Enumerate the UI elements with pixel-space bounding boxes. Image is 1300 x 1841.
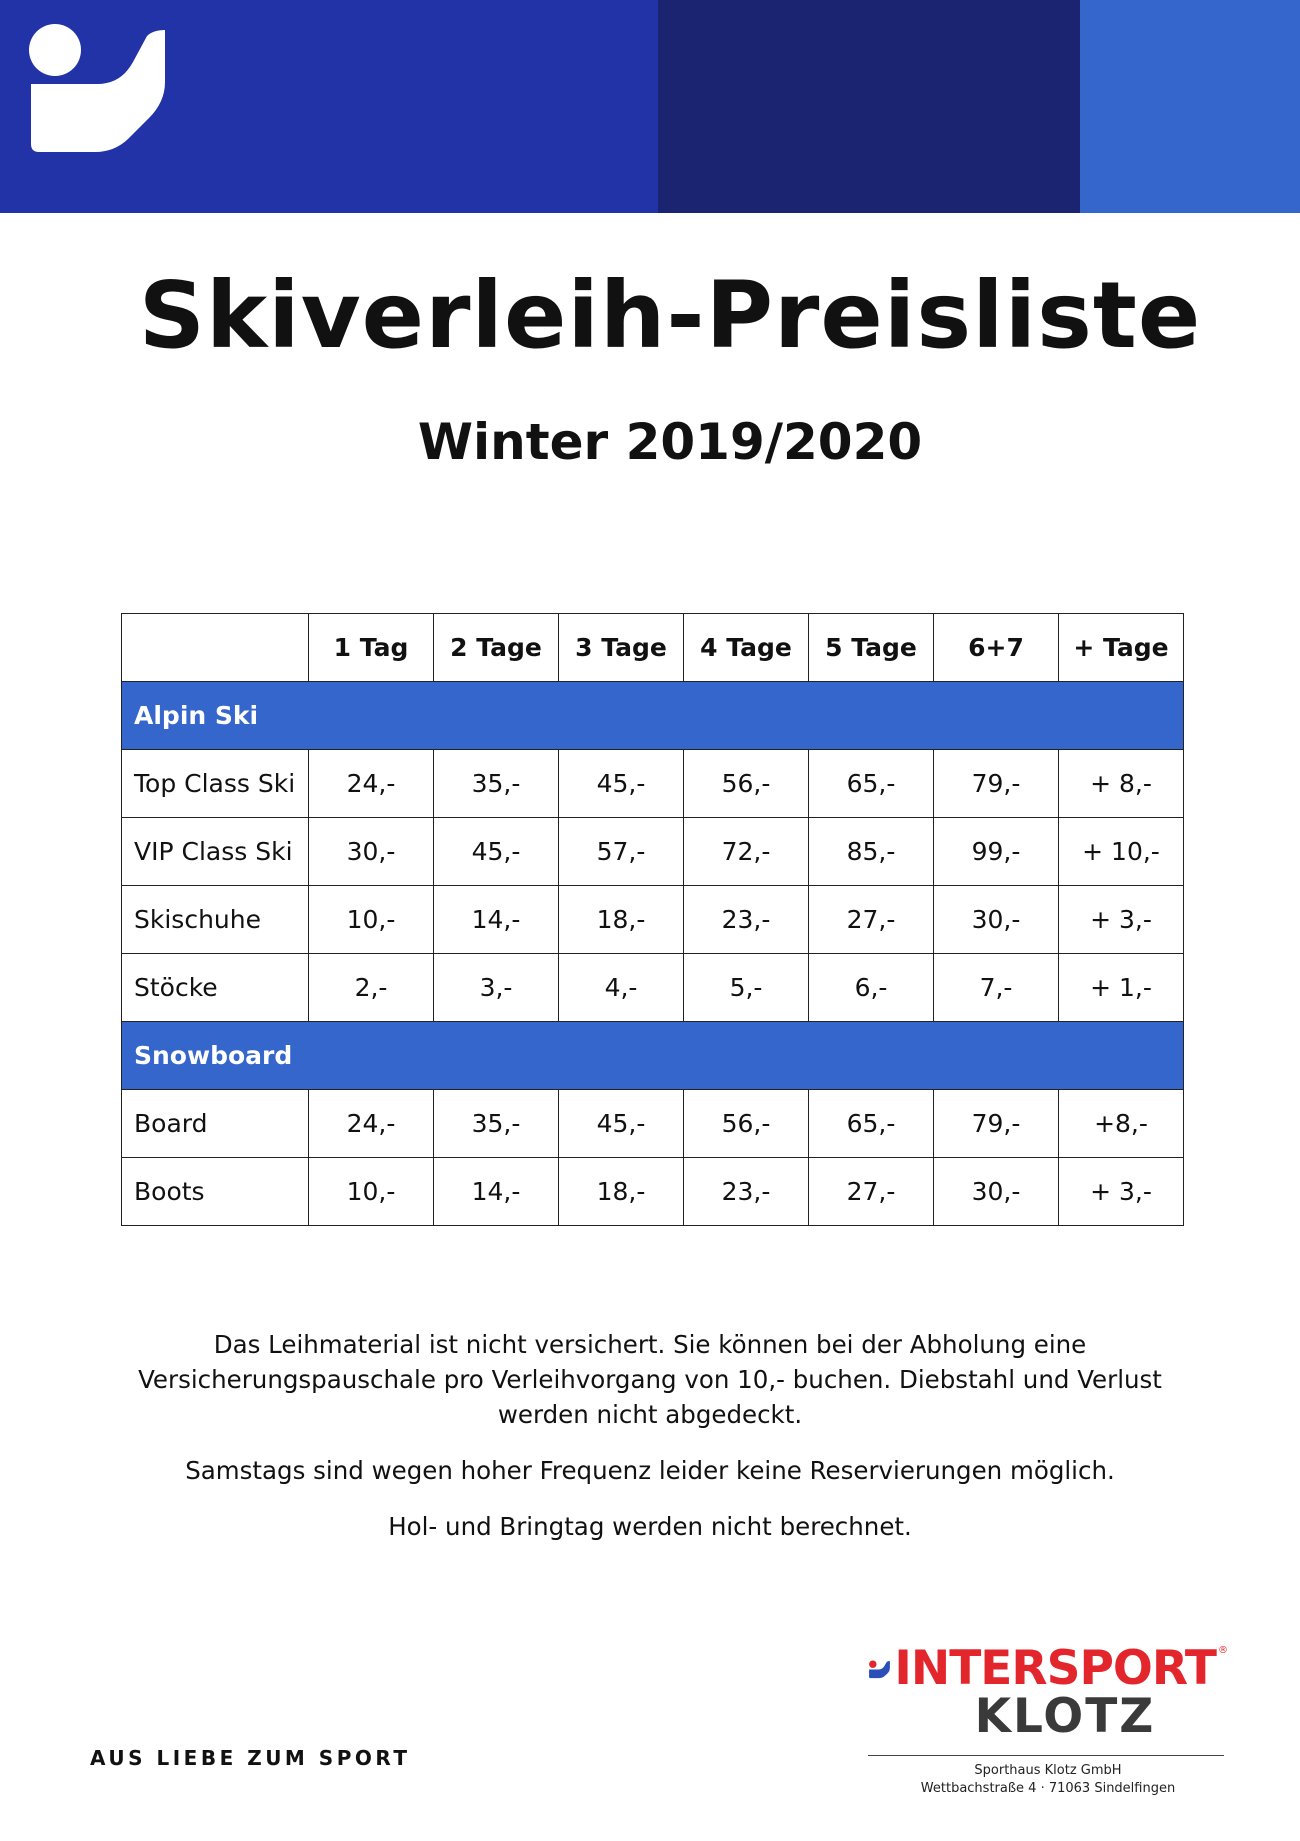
table-row: [122, 1158, 1184, 1226]
price-cell: 14,-: [434, 1158, 559, 1226]
logo-divider: [868, 1755, 1224, 1756]
section-title: Snowboard: [122, 1022, 1184, 1090]
logo-wordmark-row: [868, 1641, 1228, 1696]
price-cell: 65,-: [809, 750, 934, 818]
intersport-brand-mark-icon: [25, 22, 175, 162]
intersport-klotz-logo: [868, 1641, 1228, 1798]
price-cell: 27,-: [809, 886, 934, 954]
note-saturday: Samstags sind wegen hoher Frequenz leider keine Reservierungen möglich.: [185, 1456, 1115, 1485]
row-label: Skischuhe: [122, 886, 309, 954]
row-label: Top Class Ski: [122, 750, 309, 818]
price-cell: 4,-: [559, 954, 684, 1022]
section-header-alpin-ski: [122, 682, 1184, 750]
price-cell: 35,-: [434, 750, 559, 818]
price-cell: 79,-: [934, 1090, 1059, 1158]
table-row: [122, 1090, 1184, 1158]
price-cell: 24,-: [309, 1090, 434, 1158]
column-header: 4 Tage: [684, 614, 809, 682]
table-row: [122, 886, 1184, 954]
price-cell: 14,-: [434, 886, 559, 954]
price-cell: 6,-: [809, 954, 934, 1022]
price-cell: 56,-: [684, 1090, 809, 1158]
logo-wordmark: INTERSPORT: [894, 1641, 1216, 1696]
section-title: Alpin Ski: [122, 682, 1184, 750]
price-cell: 30,-: [934, 1158, 1059, 1226]
price-cell: 23,-: [684, 1158, 809, 1226]
column-header: 2 Tage: [434, 614, 559, 682]
company-address: Wettbachstraße 4 · 71063 Sindelfingen: [920, 1781, 1176, 1797]
price-cell: 18,-: [559, 886, 684, 954]
intersport-swoosh-icon: [868, 1651, 890, 1687]
logo-store-name: KLOTZ: [974, 1689, 1156, 1744]
price-cell: 10,-: [309, 886, 434, 954]
price-cell: + 8,-: [1059, 750, 1184, 818]
price-cell: 45,-: [434, 818, 559, 886]
page-subtitle: Winter 2019/2020: [417, 413, 923, 471]
company-name: Sporthaus Klotz GmbH: [974, 1763, 1122, 1779]
price-cell: 45,-: [559, 750, 684, 818]
price-cell: +8,-: [1059, 1090, 1184, 1158]
column-header: + Tage: [1059, 614, 1184, 682]
price-cell: 2,-: [309, 954, 434, 1022]
table-row: [122, 818, 1184, 886]
table-header-row: [122, 614, 1184, 682]
price-cell: 65,-: [809, 1090, 934, 1158]
column-header: 1 Tag: [309, 614, 434, 682]
price-cell: 23,-: [684, 886, 809, 954]
price-cell: 85,-: [809, 818, 934, 886]
price-cell: 18,-: [559, 1158, 684, 1226]
row-label: Board: [122, 1090, 309, 1158]
price-cell: 72,-: [684, 818, 809, 886]
price-table: [121, 613, 1184, 1226]
section-header-snowboard: [122, 1022, 1184, 1090]
note-insurance: Das Leihmaterial ist nicht versichert. Sie können bei der Abholung eine Versicherungspauschale pro Verleihvorgang von 10,- buchen. Diebstahl und Verlust werden nicht abgedeckt.: [138, 1330, 1162, 1429]
price-cell: 56,-: [684, 750, 809, 818]
price-cell: 24,-: [309, 750, 434, 818]
price-cell: 57,-: [559, 818, 684, 886]
row-label: Boots: [122, 1158, 309, 1226]
notes-block: [120, 1327, 1180, 1565]
price-cell: 35,-: [434, 1090, 559, 1158]
header-band-middle: [658, 0, 1080, 213]
price-cell: + 1,-: [1059, 954, 1184, 1022]
registered-mark: ®: [1218, 1645, 1228, 1656]
price-cell: 45,-: [559, 1090, 684, 1158]
price-cell: 5,-: [684, 954, 809, 1022]
table-row: [122, 954, 1184, 1022]
price-cell: 7,-: [934, 954, 1059, 1022]
table-row: [122, 750, 1184, 818]
row-label: Stöcke: [122, 954, 309, 1022]
price-cell: 79,-: [934, 750, 1059, 818]
price-cell: + 10,-: [1059, 818, 1184, 886]
column-header: [122, 614, 309, 682]
note-pickup-return: Hol- und Bringtag werden nicht berechnet.: [388, 1512, 912, 1541]
slogan: AUS LIEBE ZUM SPORT: [90, 1746, 411, 1770]
price-cell: 3,-: [434, 954, 559, 1022]
column-header: 5 Tage: [809, 614, 934, 682]
column-header: 6+7: [934, 614, 1059, 682]
price-cell: 99,-: [934, 818, 1059, 886]
header-band-right: [1080, 0, 1300, 213]
price-cell: 30,-: [309, 818, 434, 886]
row-label: VIP Class Ski: [122, 818, 309, 886]
price-cell: 27,-: [809, 1158, 934, 1226]
column-header: 3 Tage: [559, 614, 684, 682]
price-cell: + 3,-: [1059, 1158, 1184, 1226]
page-title: Skiverleih-Preisliste: [138, 262, 1202, 369]
price-cell: 30,-: [934, 886, 1059, 954]
price-cell: + 3,-: [1059, 886, 1184, 954]
price-cell: 10,-: [309, 1158, 434, 1226]
